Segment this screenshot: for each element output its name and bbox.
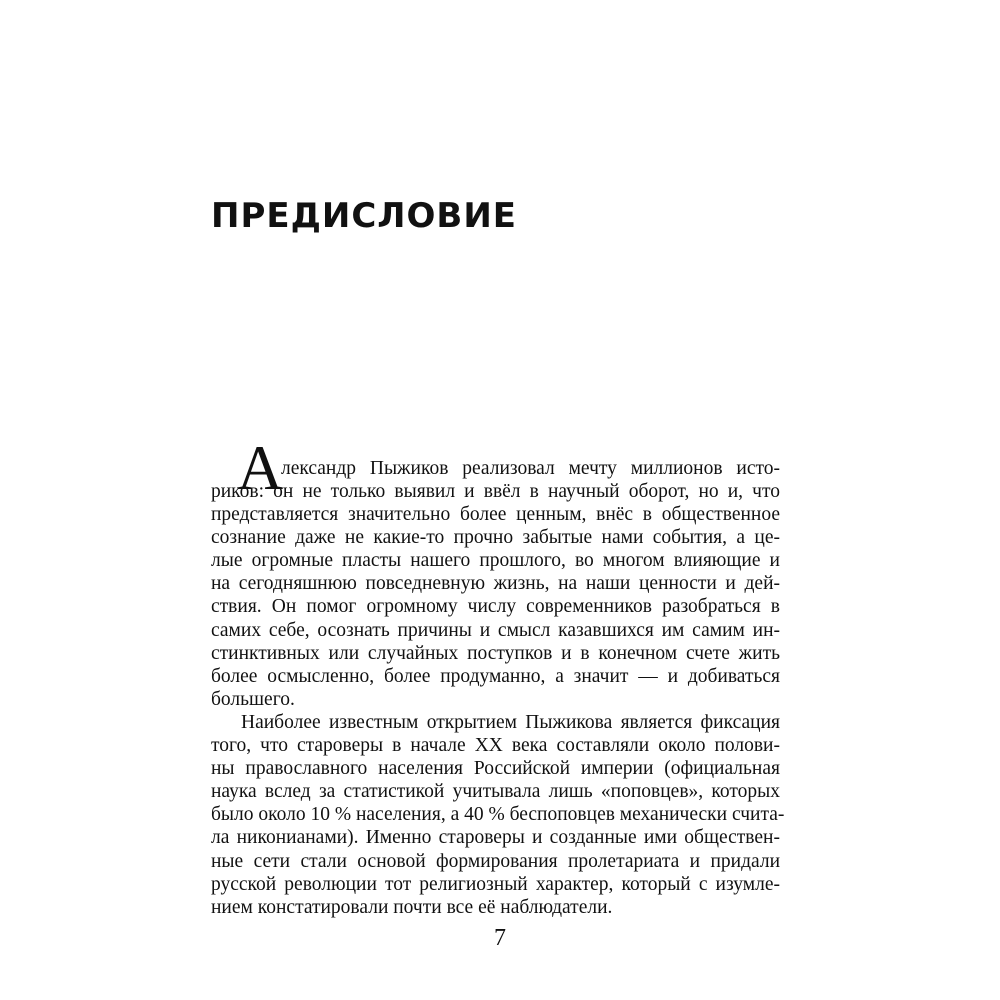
text-line: стинктивных или случайных поступков и в конечном счете жить [211, 642, 780, 664]
text-line: нием констатировали почти все её наблюдатели. [211, 896, 613, 918]
text-line: риков: он не только выявил и ввёл в научный оборот, но и, что [211, 481, 780, 502]
text-line: лександр Пыжиков реализовал мечту миллионов исто- [281, 457, 780, 479]
text-line: сознание даже не какие-то прочно забытые нами события, а це- [211, 527, 780, 549]
text-line: русской революции тот религиозный характер, который с изумле- [211, 873, 780, 895]
text-line: было около 10 % населения, а 40 % беспоповцев механически счита- [211, 804, 785, 826]
text-line: ствия. Он помог огромному числу современников разобраться в [211, 596, 780, 618]
text-line: на сегодняшнюю повседневную жизнь, на наши ценности и дей- [211, 573, 780, 595]
text-line: ны православного населения Российской империи (официальная [211, 758, 780, 780]
text-line: наука вслед за статистикой учитывала лишь «поповцев», которых [211, 781, 780, 803]
text-line: большего. [211, 688, 295, 710]
text-line: более осмысленно, более продуманно, а значит — и добиваться [211, 665, 780, 687]
paragraph-2 [211, 711, 785, 919]
page-number: 7 [494, 925, 506, 951]
text-line: представляется значительно более ценным, внёс в общественное [211, 504, 780, 526]
text-line: ные сети стали основой формирования пролетариата и придали [211, 850, 780, 872]
text-line: самих себе, осознать причины и смысл казавшихся им самим ин- [211, 619, 780, 641]
body-text [211, 432, 785, 919]
text-line: лые огромные пласты нашего прошлого, во многом влияющие и [211, 550, 780, 572]
paragraph-1 [211, 480, 780, 711]
text-line: Наиболее известным открытием Пыжикова является фиксация [241, 711, 780, 733]
text-line: того, что староверы в начале XX века составляли около полови- [211, 735, 780, 757]
text-line: ла никонианами). Именно староверы и созданные ими обществен- [211, 827, 780, 849]
chapter-title: ПРЕДИСЛОВИЕ [211, 196, 518, 236]
drop-cap: А [237, 432, 284, 503]
